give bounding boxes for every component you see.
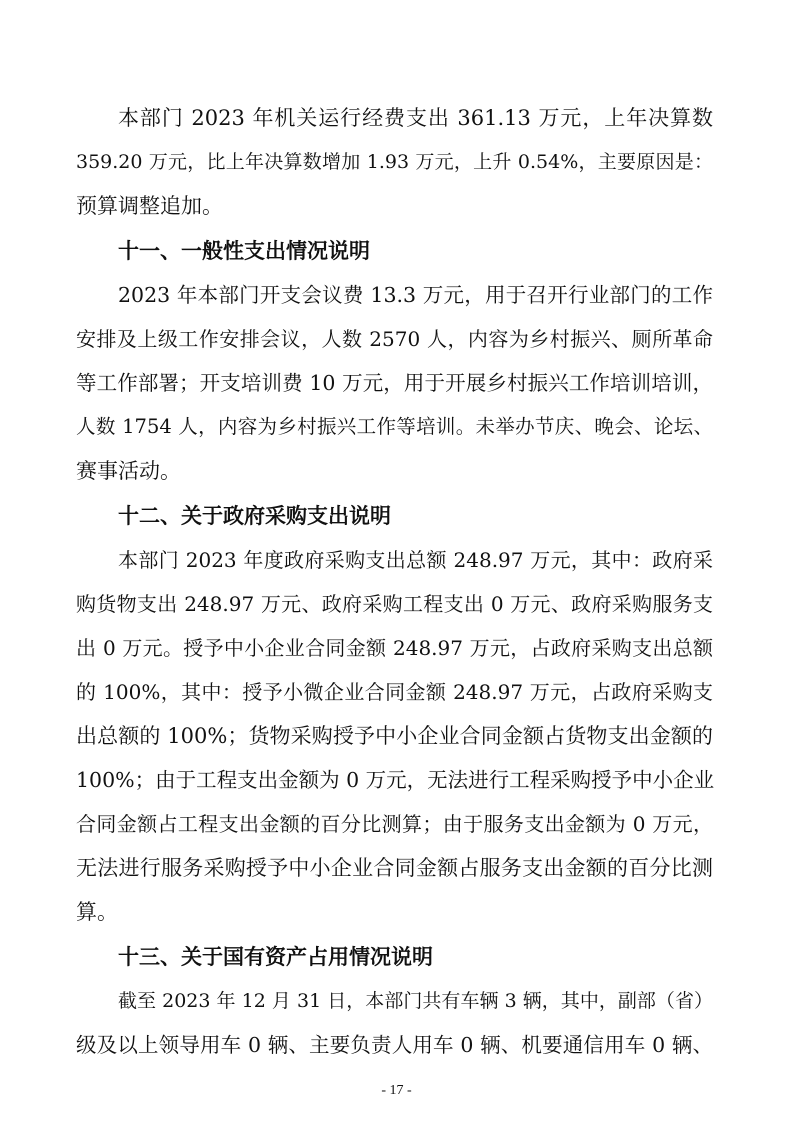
paragraph-procurement-line-2: 购货物支出 248.97 万元、政府采购工程支出 0 万元、政府采购服务支 [76,592,713,616]
paragraph-procurement-line-1: 本部门 2023 年度政府采购支出总额 248.97 万元，其中：政府采 [118,548,713,572]
paragraph-procurement-line-9: 算。 [76,900,118,924]
paragraph-procurement-line-4: 的 100%，其中：授予小微企业合同金额 248.97 万元，占政府采购支 [76,680,713,704]
paragraph-general-expenditure-line-1: 2023 年本部门开支会议费 13.3 万元，用于召开行业部门的工作 [118,283,713,307]
paragraph-procurement-line-3: 出 0 万元。授予中小企业合同金额 248.97 万元，占政府采购支出总额 [76,636,713,660]
paragraph-procurement-line-7: 合同金额占工程支出金额的百分比测算；由于服务支出金额为 0 万元， [76,812,713,836]
paragraph-procurement-line-5: 出总额的 100%；货物采购授予中小企业合同金额占货物支出金额的 [76,724,713,748]
section-heading-general-expenditure: 十一、一般性支出情况说明 [118,239,370,263]
paragraph-state-assets-line-1: 截至 2023 年 12 月 31 日，本部门共有车辆 3 辆，其中，副部（省） [118,990,713,1012]
paragraph-procurement-line-6: 100%；由于工程支出金额为 0 万元，无法进行工程采购授予中小企业 [76,768,715,792]
section-heading-government-procurement: 十二、关于政府采购支出说明 [118,504,391,528]
section-heading-state-assets: 十三、关于国有资产占用情况说明 [118,945,433,969]
paragraph-general-expenditure-line-2: 安排及上级工作安排会议，人数 2570 人，内容为乡村振兴、厕所革命 [76,327,713,351]
paragraph-general-expenditure-line-3: 等工作部署；开支培训费 10 万元，用于开展乡村振兴工作培训培训， [76,371,713,395]
paragraph-operating-expenses-line-1: 本部门 2023 年机关运行经费支出 361.13 万元，上年决算数 [118,106,713,130]
paragraph-procurement-line-8: 无法进行服务采购授予中小企业合同金额占服务支出金额的百分比测 [76,856,713,880]
paragraph-operating-expenses-line-2: 359.20 万元，比上年决算数增加 1.93 万元，上升 0.54%，主要原因是： [76,151,713,173]
page-number: - 17 - [381,1083,412,1098]
paragraph-operating-expenses-line-3: 预算调整追加。 [76,194,223,218]
paragraph-general-expenditure-line-4: 人数 1754 人，内容为乡村振兴工作等培训。未举办节庆、晚会、论坛、 [76,415,713,438]
paragraph-state-assets-line-2: 级及以上领导用车 0 辆、主要负责人用车 0 辆、机要通信用车 0 辆、 [76,1033,713,1057]
paragraph-general-expenditure-line-5: 赛事活动。 [76,459,181,483]
